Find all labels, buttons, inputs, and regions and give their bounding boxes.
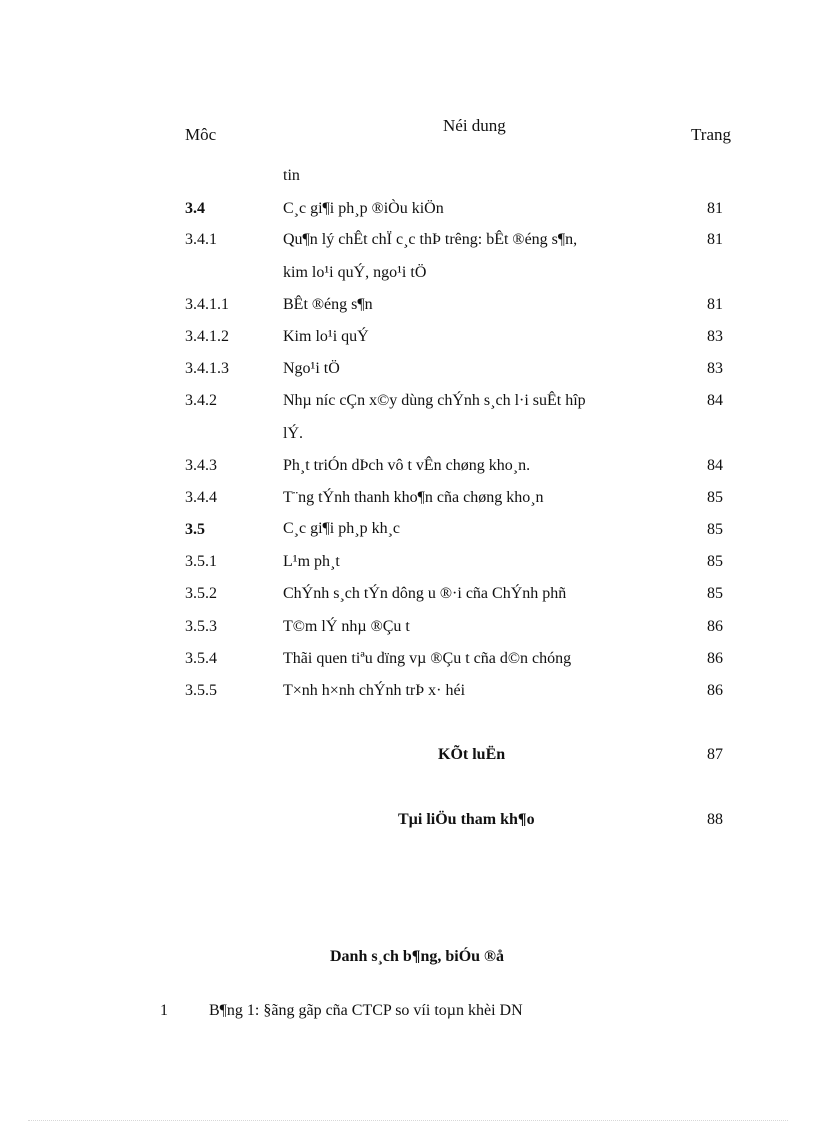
row-title: Nhµ níc cÇn x©y dùng chÝnh s¸ch l·i suÊt hîp	[283, 392, 586, 409]
row-title: kim lo¹i quÝ, ngo¹i tÖ	[283, 264, 427, 281]
row-title: C¸c gi¶i ph¸p ®iÒu kiÖn	[283, 200, 444, 217]
row-title: Kim lo¹i quÝ	[283, 328, 369, 345]
row-title: Ngo¹i tÖ	[283, 360, 340, 377]
row-page: 83	[707, 328, 723, 345]
row-page: 85	[707, 489, 723, 506]
row-page: 81	[707, 231, 723, 248]
header-noi-dung: Néi dung	[443, 116, 506, 135]
row-page: 84	[707, 457, 723, 474]
row-page: 81	[707, 200, 723, 217]
row-page: 81	[707, 296, 723, 313]
row-title: T¨ng tÝnh thanh kho¶n cña chøng kho¸n	[283, 489, 544, 506]
row-title: L¹m ph¸t	[283, 553, 340, 570]
row-title: T×nh h×nh chÝnh trÞ x· héi	[283, 682, 466, 699]
row-title: BÊt ®éng s¶n	[283, 296, 373, 313]
row-page: 83	[707, 360, 723, 377]
row-title: ChÝnh s¸ch tÝn dông u ®·i cña ChÝnh phñ	[283, 585, 567, 602]
row-page: 86	[707, 618, 723, 635]
references-page: 88	[707, 811, 723, 828]
row-number: 3.4.1.1	[185, 296, 229, 313]
row-number: 3.5.3	[185, 618, 217, 635]
header-trang: Trang	[691, 125, 731, 144]
row-title: C¸c gi¶i ph¸p kh¸c	[283, 520, 400, 537]
row-page: 86	[707, 682, 723, 699]
row-title: Qu¶n lý chÊt chÏ c¸c thÞ trêng: bÊt ®éng s¶n,	[283, 231, 578, 248]
row-number: 3.5	[185, 521, 205, 538]
row-number: 3.4.1	[185, 231, 217, 248]
row-title: tin	[283, 167, 300, 184]
row-number: 3.4.3	[185, 457, 217, 474]
row-number: 3.4.2	[185, 392, 217, 409]
list-item-title: B¶ng 1: §ãng gãp cña CTCP so víi toµn khèi DN	[209, 1002, 523, 1019]
list-item-number: 1	[160, 1002, 168, 1019]
references-title: Tµi liÖu tham kh¶o	[398, 811, 535, 828]
row-page: 85	[707, 585, 723, 602]
row-page: 86	[707, 650, 723, 667]
row-number: 3.4.4	[185, 489, 217, 506]
row-title: T©m lÝ nhµ ®Çu t	[283, 618, 410, 635]
row-number: 3.5.5	[185, 682, 217, 699]
row-number: 3.4.1.3	[185, 360, 229, 377]
row-number: 3.5.2	[185, 585, 217, 602]
row-page: 85	[707, 521, 723, 538]
row-page: 85	[707, 553, 723, 570]
row-number: 3.5.1	[185, 553, 217, 570]
row-number: 3.4.1.2	[185, 328, 229, 345]
row-number: 3.4	[185, 200, 205, 217]
row-page: 84	[707, 392, 723, 409]
row-number: 3.5.4	[185, 650, 217, 667]
list-title: Danh s¸ch b¶ng, biÓu ®å	[330, 948, 504, 965]
page-bottom-divider	[28, 1120, 788, 1121]
row-title: lÝ.	[283, 425, 303, 442]
row-title: Thãi quen tiªu dïng vµ ®Çu t cña d©n chóng	[283, 650, 572, 667]
conclusion-page: 87	[707, 746, 723, 763]
conclusion-title: KÕt luËn	[438, 746, 506, 763]
row-title: Ph¸t triÓn dÞch vô t vÊn chøng kho¸n.	[283, 457, 531, 474]
header-muc: Môc	[185, 125, 217, 144]
